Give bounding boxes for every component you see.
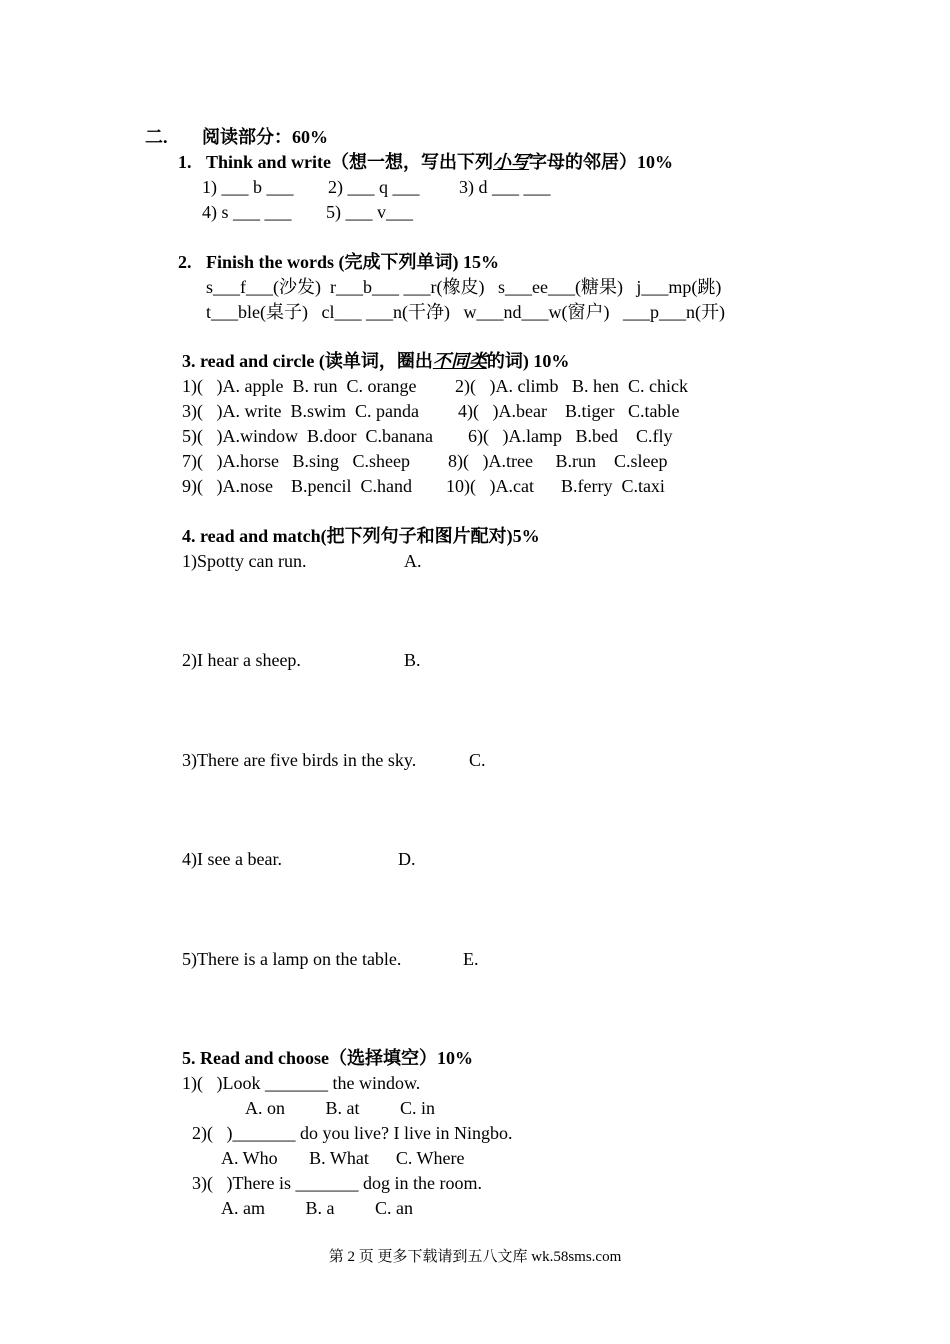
part4-heading: 4. read and match(把下列句子和图片配对)5% bbox=[182, 526, 540, 546]
page-footer: 第 2 页 更多下载请到五八文库 wk.58sms.com bbox=[328, 1249, 622, 1265]
section-number: 二. bbox=[145, 127, 168, 147]
match-sentence: 1)Spotty can run. bbox=[182, 551, 307, 571]
match-letter: A. bbox=[404, 551, 422, 571]
choose-options: A. am B. a C. an bbox=[221, 1198, 413, 1218]
part1-number: 1. bbox=[178, 152, 192, 172]
part2-row: s___f___(沙发) r___b___ ___r(橡皮) s___ee___(糖果) j___mp(跳) bbox=[206, 277, 722, 297]
part3-question: 6)( )A.lamp B.bed C.fly bbox=[468, 426, 673, 446]
choose-question: 1)( )Look _______ the window. bbox=[182, 1073, 421, 1093]
part1-item: 4) s ___ ___ bbox=[202, 202, 292, 222]
choose-question: 2)( )_______ do you live? I live in Ningbo. bbox=[192, 1123, 513, 1143]
part3-heading: 3. read and circle (读单词，圈出不同类的词) 10% bbox=[182, 351, 570, 371]
part3-question: 9)( )A.nose B.pencil C.hand bbox=[182, 476, 412, 496]
match-letter: D. bbox=[398, 849, 416, 869]
part1-item: 2) ___ q ___ bbox=[328, 177, 420, 197]
part2-number: 2. bbox=[178, 252, 192, 272]
part3-question: 10)( )A.cat B.ferry C.taxi bbox=[446, 476, 665, 496]
part3-question: 4)( )A.bear B.tiger C.table bbox=[458, 401, 680, 421]
part1-item: 1) ___ b ___ bbox=[202, 177, 294, 197]
part3-heading-emphasis: 不同类 bbox=[432, 351, 487, 371]
part3-question: 2)( )A. climb B. hen C. chick bbox=[455, 376, 688, 396]
part3-question: 5)( )A.window B.door C.banana bbox=[182, 426, 433, 446]
choose-question: 3)( )There is _______ dog in the room. bbox=[192, 1173, 482, 1193]
match-letter: E. bbox=[463, 949, 479, 969]
part3-question: 1)( )A. apple B. run C. orange bbox=[182, 376, 417, 396]
match-letter: C. bbox=[469, 750, 486, 770]
match-sentence: 3)There are five birds in the sky. bbox=[182, 750, 417, 770]
part1-item: 3) d ___ ___ bbox=[459, 177, 551, 197]
part2-row: t___ble(桌子) cl___ ___n(干净) w___nd___w(窗户) ___p___n(开) bbox=[206, 302, 725, 322]
part5-heading: 5. Read and choose（选择填空）10% bbox=[182, 1048, 474, 1068]
choose-options: A. Who B. What C. Where bbox=[221, 1148, 465, 1168]
match-sentence: 4)I see a bear. bbox=[182, 849, 282, 869]
match-sentence: 2)I hear a sheep. bbox=[182, 650, 301, 670]
part3-question: 7)( )A.horse B.sing C.sheep bbox=[182, 451, 410, 471]
part1-item: 5) ___ v___ bbox=[326, 202, 413, 222]
part1-heading: Think and write（想一想，写出下列小写字母的邻居）10% bbox=[206, 152, 674, 172]
part2-heading: Finish the words (完成下列单词) 15% bbox=[206, 252, 500, 272]
match-letter: B. bbox=[404, 650, 421, 670]
section-title: 阅读部分：60% bbox=[202, 127, 328, 147]
part3-question: 3)( )A. write B.swim C. panda bbox=[182, 401, 419, 421]
part1-heading-emphasis: 小写 bbox=[493, 152, 530, 172]
choose-options: A. on B. at C. in bbox=[245, 1098, 436, 1118]
part3-question: 8)( )A.tree B.run C.sleep bbox=[448, 451, 668, 471]
match-sentence: 5)There is a lamp on the table. bbox=[182, 949, 402, 969]
